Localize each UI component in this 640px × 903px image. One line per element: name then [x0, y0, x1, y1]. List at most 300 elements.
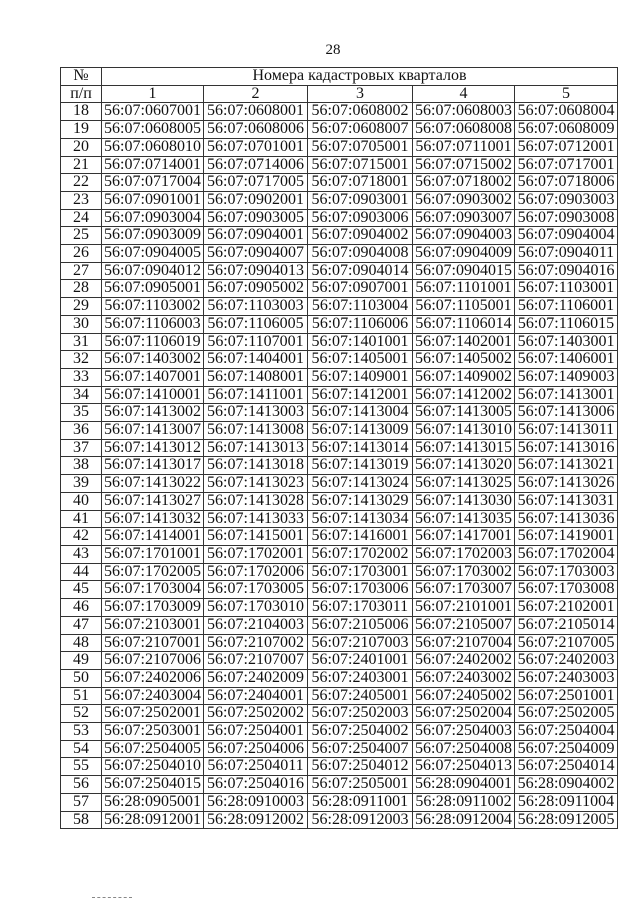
cadastral-number-cell: 56:07:1703006: [308, 581, 413, 599]
cadastral-number-cell: 56:07:0608003: [413, 103, 515, 121]
row-number: 28: [61, 280, 102, 298]
table-row: [61, 351, 618, 369]
cadastral-number-cell: 56:07:0714006: [204, 156, 308, 174]
cadastral-number-cell: 56:07:1413003: [204, 404, 308, 422]
cadastral-number-cell: 56:07:1106019: [102, 333, 204, 351]
table-row: [61, 669, 618, 687]
cadastral-number-cell: 56:07:2504010: [102, 758, 204, 776]
cadastral-number-cell: 56:07:0715001: [308, 156, 413, 174]
row-number: 22: [61, 174, 102, 192]
cadastral-number-cell: 56:28:0904002: [515, 776, 618, 794]
cadastral-number-cell: 56:07:2504002: [308, 723, 413, 741]
table-row: [61, 156, 618, 174]
cadastral-number-cell: 56:07:2405002: [413, 687, 515, 705]
cadastral-number-cell: 56:07:1106003: [102, 315, 204, 333]
header-row-bottom: [61, 85, 618, 103]
cadastral-number-cell: 56:07:1413030: [413, 492, 515, 510]
cadastral-number-cell: 56:28:0912001: [102, 811, 204, 829]
table-row: [61, 510, 618, 528]
page-number: 28: [325, 42, 341, 58]
row-number: 46: [61, 599, 102, 617]
cadastral-number-cell: 56:07:1106005: [204, 315, 308, 333]
table-row: [61, 475, 618, 493]
cadastral-number-cell: 56:07:1415001: [204, 528, 308, 546]
table-row: [61, 634, 618, 652]
cadastral-number-cell: 56:07:0903007: [413, 209, 515, 227]
table-row: [61, 298, 618, 316]
table-row: [61, 776, 618, 794]
cadastral-number-cell: 56:07:1107001: [204, 333, 308, 351]
cadastral-number-cell: 56:07:1416001: [308, 528, 413, 546]
cadastral-number-cell: 56:07:1105001: [413, 298, 515, 316]
cadastral-number-cell: 56:07:0905001: [102, 280, 204, 298]
cadastral-number-cell: 56:07:2502002: [204, 705, 308, 723]
row-number: 58: [61, 811, 102, 829]
cadastral-number-cell: 56:07:1403002: [102, 351, 204, 369]
table-row: [61, 811, 618, 829]
cadastral-number-cell: 56:07:1413021: [515, 457, 618, 475]
cadastral-number-cell: 56:07:1413019: [308, 457, 413, 475]
row-number: 30: [61, 315, 102, 333]
table-row: [61, 404, 618, 422]
cadastral-number-cell: 56:07:2504004: [515, 723, 618, 741]
cadastral-number-cell: 56:07:2504016: [204, 776, 308, 794]
cadastral-number-cell: 56:07:1408001: [204, 368, 308, 386]
cadastral-number-cell: 56:07:1702006: [204, 563, 308, 581]
cadastral-number-cell: 56:07:0904002: [308, 227, 413, 245]
table-row: [61, 652, 618, 670]
cadastral-number-cell: 56:28:0912004: [413, 811, 515, 829]
cadastral-number-cell: 56:07:1412001: [308, 386, 413, 404]
cadastral-number-cell: 56:07:2504001: [204, 723, 308, 741]
cadastral-number-cell: 56:07:1413027: [102, 492, 204, 510]
cadastral-number-cell: 56:07:1413004: [308, 404, 413, 422]
cadastral-number-cell: 56:07:0903001: [308, 191, 413, 209]
row-number: 29: [61, 298, 102, 316]
cadastral-number-cell: 56:07:2505001: [308, 776, 413, 794]
cadastral-number-cell: 56:07:2504012: [308, 758, 413, 776]
cadastral-number-cell: 56:28:0911004: [515, 793, 618, 811]
table-row: [61, 723, 618, 741]
table-row: [61, 103, 618, 121]
cadastral-number-cell: 56:07:2107004: [413, 634, 515, 652]
row-number: 23: [61, 191, 102, 209]
cadastral-number-cell: 56:07:0904012: [102, 262, 204, 280]
cadastral-number-cell: 56:07:2504006: [204, 740, 308, 758]
cadastral-number-cell: 56:07:2504014: [515, 758, 618, 776]
header-col-5: 5: [515, 85, 618, 103]
cadastral-number-cell: 56:07:0902001: [204, 191, 308, 209]
cadastral-number-cell: 56:07:0608009: [515, 121, 618, 139]
cadastral-number-cell: 56:07:0712001: [515, 138, 618, 156]
table-row: [61, 687, 618, 705]
table-body: [61, 103, 618, 829]
row-number: 44: [61, 563, 102, 581]
table-row: [61, 280, 618, 298]
cadastral-number-cell: 56:07:0717004: [102, 174, 204, 192]
cadastral-number-cell: 56:07:1409002: [413, 368, 515, 386]
cadastral-number-cell: 56:07:2103001: [102, 616, 204, 634]
table-row: [61, 492, 618, 510]
cadastral-number-cell: 56:07:1103004: [308, 298, 413, 316]
cadastral-number-cell: 56:07:0715002: [413, 156, 515, 174]
cadastral-number-cell: 56:28:0904001: [413, 776, 515, 794]
cadastral-number-cell: 56:07:1703011: [308, 599, 413, 617]
cadastral-number-cell: 56:07:2104003: [204, 616, 308, 634]
cadastral-number-cell: 56:07:2107002: [204, 634, 308, 652]
cadastral-number-cell: 56:28:0912003: [308, 811, 413, 829]
cadastral-number-cell: 56:07:2105007: [413, 616, 515, 634]
cadastral-number-cell: 56:07:0904008: [308, 245, 413, 263]
row-number: 35: [61, 404, 102, 422]
cadastral-number-cell: 56:07:0903006: [308, 209, 413, 227]
row-number: 55: [61, 758, 102, 776]
cadastral-number-cell: 56:07:1701001: [102, 545, 204, 563]
row-number: 36: [61, 422, 102, 440]
cadastral-quarters-table: [60, 67, 618, 829]
cadastral-number-cell: 56:07:2105006: [308, 616, 413, 634]
cadastral-number-cell: 56:07:2503001: [102, 723, 204, 741]
cadastral-number-cell: 56:07:1411001: [204, 386, 308, 404]
row-number: 24: [61, 209, 102, 227]
cadastral-number-cell: 56:07:1106015: [515, 315, 618, 333]
table-row: [61, 740, 618, 758]
row-number: 33: [61, 368, 102, 386]
cadastral-number-cell: 56:07:0903003: [515, 191, 618, 209]
row-number: 40: [61, 492, 102, 510]
cadastral-number-cell: 56:07:1703009: [102, 599, 204, 617]
cadastral-number-cell: 56:07:2502001: [102, 705, 204, 723]
cadastral-number-cell: 56:07:1413009: [308, 422, 413, 440]
table-row: [61, 439, 618, 457]
cadastral-number-cell: 56:07:0904016: [515, 262, 618, 280]
cadastral-number-cell: 56:07:2504015: [102, 776, 204, 794]
row-number: 34: [61, 386, 102, 404]
cadastral-number-cell: 56:07:0718006: [515, 174, 618, 192]
cadastral-number-cell: 56:07:0907001: [308, 280, 413, 298]
row-number: 26: [61, 245, 102, 263]
cadastral-number-cell: 56:07:0904014: [308, 262, 413, 280]
cadastral-number-cell: 56:07:1413025: [413, 475, 515, 493]
cadastral-number-cell: 56:07:1413014: [308, 439, 413, 457]
row-number: 27: [61, 262, 102, 280]
cadastral-number-cell: 56:07:1703008: [515, 581, 618, 599]
cadastral-number-cell: 56:07:1106001: [515, 298, 618, 316]
table-row: [61, 174, 618, 192]
cadastral-number-cell: 56:07:1413011: [515, 422, 618, 440]
cadastral-number-cell: 56:07:1413001: [515, 386, 618, 404]
cadastral-number-cell: 56:07:0904009: [413, 245, 515, 263]
cadastral-number-cell: 56:07:0608005: [102, 121, 204, 139]
cadastral-number-cell: 56:28:0912002: [204, 811, 308, 829]
cadastral-number-cell: 56:07:0903004: [102, 209, 204, 227]
cadastral-number-cell: 56:07:1103001: [515, 280, 618, 298]
row-number: 53: [61, 723, 102, 741]
row-number: 31: [61, 333, 102, 351]
cadastral-number-cell: 56:07:1413008: [204, 422, 308, 440]
cadastral-number-cell: 56:07:2504008: [413, 740, 515, 758]
table-row: [61, 245, 618, 263]
row-number: 47: [61, 616, 102, 634]
cadastral-number-cell: 56:07:1410001: [102, 386, 204, 404]
cadastral-number-cell: 56:07:0608006: [204, 121, 308, 139]
cadastral-number-cell: 56:07:0718002: [413, 174, 515, 192]
cadastral-number-cell: 56:07:2401001: [308, 652, 413, 670]
cadastral-number-cell: 56:07:1703004: [102, 581, 204, 599]
cadastral-number-cell: 56:07:1413029: [308, 492, 413, 510]
cadastral-number-cell: 56:07:0705001: [308, 138, 413, 156]
cadastral-number-cell: 56:07:0608002: [308, 103, 413, 121]
cadastral-number-cell: 56:07:1413035: [413, 510, 515, 528]
table-row: [61, 457, 618, 475]
cadastral-number-cell: 56:07:0608010: [102, 138, 204, 156]
cadastral-number-cell: 56:07:2405001: [308, 687, 413, 705]
scan-mark: [92, 897, 132, 898]
cadastral-number-cell: 56:07:2501001: [515, 687, 618, 705]
cadastral-number-cell: 56:07:0717001: [515, 156, 618, 174]
row-number: 48: [61, 634, 102, 652]
cadastral-number-cell: 56:07:1702002: [308, 545, 413, 563]
cadastral-number-cell: 56:07:1703007: [413, 581, 515, 599]
table-row: [61, 121, 618, 139]
cadastral-number-cell: 56:07:1406001: [515, 351, 618, 369]
cadastral-number-cell: 56:28:0905001: [102, 793, 204, 811]
table-row: [61, 138, 618, 156]
header-group-title: Номера кадастровых кварталов: [102, 68, 618, 86]
cadastral-number-cell: 56:07:0718001: [308, 174, 413, 192]
header-col-3: 3: [308, 85, 413, 103]
row-number: 45: [61, 581, 102, 599]
cadastral-number-cell: 56:07:1413017: [102, 457, 204, 475]
cadastral-number-cell: 56:07:1703010: [204, 599, 308, 617]
row-number: 56: [61, 776, 102, 794]
cadastral-number-cell: 56:07:0903008: [515, 209, 618, 227]
cadastral-number-cell: 56:07:2403002: [413, 669, 515, 687]
cadastral-number-cell: 56:07:2504009: [515, 740, 618, 758]
cadastral-number-cell: 56:07:2502003: [308, 705, 413, 723]
cadastral-number-cell: 56:07:1401001: [308, 333, 413, 351]
cadastral-number-cell: 56:07:1413028: [204, 492, 308, 510]
cadastral-number-cell: 56:07:0904003: [413, 227, 515, 245]
cadastral-number-cell: 56:07:2504011: [204, 758, 308, 776]
cadastral-number-cell: 56:07:0904001: [204, 227, 308, 245]
table-row: [61, 422, 618, 440]
cadastral-number-cell: 56:07:1404001: [204, 351, 308, 369]
row-number: 32: [61, 351, 102, 369]
cadastral-number-cell: 56:07:1703001: [308, 563, 413, 581]
cadastral-number-cell: 56:07:2504013: [413, 758, 515, 776]
cadastral-number-cell: 56:07:1409001: [308, 368, 413, 386]
cadastral-number-cell: 56:07:2504003: [413, 723, 515, 741]
cadastral-number-cell: 56:07:0905002: [204, 280, 308, 298]
row-number: 20: [61, 138, 102, 156]
row-number: 54: [61, 740, 102, 758]
cadastral-number-cell: 56:07:1413031: [515, 492, 618, 510]
cadastral-number-cell: 56:07:2403004: [102, 687, 204, 705]
cadastral-number-cell: 56:07:0903002: [413, 191, 515, 209]
row-number: 18: [61, 103, 102, 121]
table-row: [61, 333, 618, 351]
cadastral-number-cell: 56:07:0701001: [204, 138, 308, 156]
cadastral-number-cell: 56:07:0711001: [413, 138, 515, 156]
cadastral-number-cell: 56:07:2402009: [204, 669, 308, 687]
table-row: [61, 209, 618, 227]
cadastral-number-cell: 56:07:1413036: [515, 510, 618, 528]
cadastral-number-cell: 56:07:0714001: [102, 156, 204, 174]
cadastral-number-cell: 56:07:2105014: [515, 616, 618, 634]
cadastral-number-cell: 56:07:1413012: [102, 439, 204, 457]
cadastral-number-cell: 56:07:1402001: [413, 333, 515, 351]
cadastral-number-cell: 56:07:1703003: [515, 563, 618, 581]
cadastral-number-cell: 56:07:2504005: [102, 740, 204, 758]
cadastral-number-cell: 56:07:1103003: [204, 298, 308, 316]
cadastral-number-cell: 56:07:0904011: [515, 245, 618, 263]
table-row: [61, 581, 618, 599]
cadastral-number-cell: 56:07:1413033: [204, 510, 308, 528]
cadastral-number-cell: 56:07:2107007: [204, 652, 308, 670]
cadastral-number-cell: 56:07:2402006: [102, 669, 204, 687]
table-row: [61, 227, 618, 245]
cadastral-number-cell: 56:07:2102001: [515, 599, 618, 617]
cadastral-number-cell: 56:07:1703002: [413, 563, 515, 581]
cadastral-number-cell: 56:07:2403001: [308, 669, 413, 687]
cadastral-number-cell: 56:07:1703005: [204, 581, 308, 599]
cadastral-number-cell: 56:07:2107001: [102, 634, 204, 652]
cadastral-number-cell: 56:07:1413024: [308, 475, 413, 493]
cadastral-number-cell: 56:07:1106014: [413, 315, 515, 333]
row-number: 37: [61, 439, 102, 457]
row-number: 41: [61, 510, 102, 528]
cadastral-number-cell: 56:07:1417001: [413, 528, 515, 546]
header-col-2: 2: [204, 85, 308, 103]
header-col-4: 4: [413, 85, 515, 103]
header-pp: п/п: [61, 85, 102, 103]
header-number-sign: №: [61, 68, 102, 86]
cadastral-number-cell: 56:07:1702005: [102, 563, 204, 581]
cadastral-number-cell: 56:07:2402002: [413, 652, 515, 670]
table-row: [61, 793, 618, 811]
cadastral-number-cell: 56:07:0904004: [515, 227, 618, 245]
cadastral-number-cell: 56:07:2403003: [515, 669, 618, 687]
cadastral-number-cell: 56:07:0607001: [102, 103, 204, 121]
cadastral-number-cell: 56:07:1413006: [515, 404, 618, 422]
cadastral-number-cell: 56:07:1413022: [102, 475, 204, 493]
row-number: 52: [61, 705, 102, 723]
cadastral-number-cell: 56:07:1413015: [413, 439, 515, 457]
table-row: [61, 191, 618, 209]
cadastral-number-cell: 56:07:0608008: [413, 121, 515, 139]
table-row: [61, 563, 618, 581]
table-row: [61, 616, 618, 634]
cadastral-number-cell: 56:07:1101001: [413, 280, 515, 298]
cadastral-number-cell: 56:07:1702004: [515, 545, 618, 563]
table-row: [61, 262, 618, 280]
cadastral-number-cell: 56:07:2502004: [413, 705, 515, 723]
cadastral-number-cell: 56:07:0904015: [413, 262, 515, 280]
cadastral-number-cell: 56:07:2504007: [308, 740, 413, 758]
row-number: 49: [61, 652, 102, 670]
table-row: [61, 758, 618, 776]
cadastral-number-cell: 56:28:0911002: [413, 793, 515, 811]
cadastral-number-cell: 56:07:0608007: [308, 121, 413, 139]
cadastral-number-cell: 56:07:0904005: [102, 245, 204, 263]
cadastral-number-cell: 56:28:0911001: [308, 793, 413, 811]
cadastral-number-cell: 56:07:0903005: [204, 209, 308, 227]
row-number: 38: [61, 457, 102, 475]
cadastral-number-cell: 56:07:1702003: [413, 545, 515, 563]
table-row: [61, 545, 618, 563]
table-row: [61, 368, 618, 386]
cadastral-number-cell: 56:07:1413018: [204, 457, 308, 475]
cadastral-number-cell: 56:07:1407001: [102, 368, 204, 386]
cadastral-number-cell: 56:07:1413007: [102, 422, 204, 440]
table-row: [61, 528, 618, 546]
cadastral-number-cell: 56:07:1103002: [102, 298, 204, 316]
cadastral-number-cell: 56:07:0903009: [102, 227, 204, 245]
cadastral-number-cell: 56:07:1413005: [413, 404, 515, 422]
cadastral-number-cell: 56:07:2402003: [515, 652, 618, 670]
row-number: 51: [61, 687, 102, 705]
cadastral-number-cell: 56:07:2107003: [308, 634, 413, 652]
cadastral-number-cell: 56:07:0904013: [204, 262, 308, 280]
row-number: 39: [61, 475, 102, 493]
header-col-1: 1: [102, 85, 204, 103]
row-number: 21: [61, 156, 102, 174]
cadastral-number-cell: 56:07:0608004: [515, 103, 618, 121]
cadastral-number-cell: 56:07:1413002: [102, 404, 204, 422]
cadastral-number-cell: 56:07:1413032: [102, 510, 204, 528]
cadastral-number-cell: 56:07:2107006: [102, 652, 204, 670]
cadastral-number-cell: 56:07:2101001: [413, 599, 515, 617]
row-number: 43: [61, 545, 102, 563]
row-number: 25: [61, 227, 102, 245]
cadastral-number-cell: 56:07:1413010: [413, 422, 515, 440]
cadastral-number-cell: 56:07:1413013: [204, 439, 308, 457]
cadastral-number-cell: 56:07:1413023: [204, 475, 308, 493]
cadastral-number-cell: 56:07:1413020: [413, 457, 515, 475]
cadastral-number-cell: 56:07:1405001: [308, 351, 413, 369]
row-number: 50: [61, 669, 102, 687]
cadastral-number-cell: 56:07:1414001: [102, 528, 204, 546]
cadastral-number-cell: 56:07:2502005: [515, 705, 618, 723]
cadastral-number-cell: 56:07:0904007: [204, 245, 308, 263]
table-row: [61, 386, 618, 404]
cadastral-number-cell: 56:07:1413016: [515, 439, 618, 457]
cadastral-number-cell: 56:07:1702001: [204, 545, 308, 563]
table-row: [61, 315, 618, 333]
cadastral-number-cell: 56:07:1403001: [515, 333, 618, 351]
cadastral-number-cell: 56:07:0608001: [204, 103, 308, 121]
cadastral-number-cell: 56:07:0717005: [204, 174, 308, 192]
table-row: [61, 705, 618, 723]
cadastral-number-cell: 56:07:1405002: [413, 351, 515, 369]
header-row-top: [61, 68, 618, 86]
row-number: 19: [61, 121, 102, 139]
cadastral-number-cell: 56:07:1409003: [515, 368, 618, 386]
cadastral-number-cell: 56:07:1419001: [515, 528, 618, 546]
row-number: 57: [61, 793, 102, 811]
table-row: [61, 599, 618, 617]
cadastral-number-cell: 56:07:1106006: [308, 315, 413, 333]
cadastral-number-cell: 56:07:2107005: [515, 634, 618, 652]
cadastral-number-cell: 56:28:0910003: [204, 793, 308, 811]
cadastral-number-cell: 56:07:0901001: [102, 191, 204, 209]
cadastral-number-cell: 56:07:1413026: [515, 475, 618, 493]
row-number: 42: [61, 528, 102, 546]
cadastral-number-cell: 56:07:1413034: [308, 510, 413, 528]
cadastral-number-cell: 56:07:2404001: [204, 687, 308, 705]
cadastral-number-cell: 56:28:0912005: [515, 811, 618, 829]
